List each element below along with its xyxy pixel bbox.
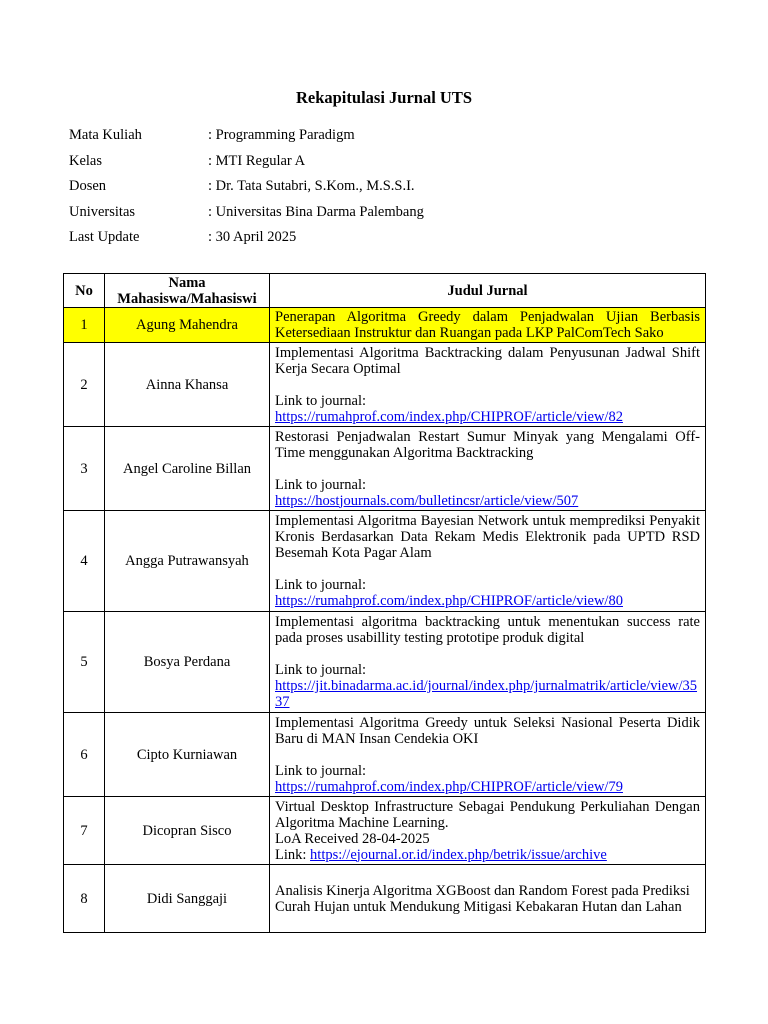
meta-row-course [69,125,424,151]
student-name: Angga Putrawansyah [105,511,270,612]
journal-table [63,273,706,933]
journal-link[interactable]: https://jit.binadarma.ac.id/journal/index.php/jurnalmatrik/article/view/3537 [275,678,698,710]
journal-cell [270,612,706,713]
table-row [64,511,706,612]
table-row [64,343,706,427]
table-row [64,427,706,511]
journal-title: Implementasi Algoritma Bayesian Network untuk memprediksi Penyakit Kronis Berdasarkan Data Rekam Medis Elektronik pada UPTD RSD Besemah Kota Pagar Alam [275,513,700,561]
header-name-line1: Nama [168,274,206,291]
link-line [275,847,700,863]
table-row [64,865,706,933]
journal-title: Implementasi Algoritma Greedy untuk Seleksi Nasional Peserta Didik Baru di MAN Insan Cendekia OKI [275,714,700,747]
journal-title: Restorasi Penjadwalan Restart Sumur Minyak yang Mengalami Off-Time menggunakan Algoritma Backtracking [275,428,700,461]
student-name: Dicopran Sisco [105,797,270,865]
row-number: 2 [64,343,105,427]
journal-cell [270,511,706,612]
meta-value: : MTI Regular A [208,152,306,169]
header-name [105,274,270,308]
header-name-line2: Mahasiswa/Mahasiswi [117,290,257,307]
meta-label: Universitas [69,203,136,220]
link-label: Link: [275,846,307,863]
student-name: Agung Mahendra [105,308,270,343]
journal-cell [270,797,706,865]
meta-label: Mata Kuliah [69,127,142,143]
student-name: Bosya Perdana [105,612,270,713]
journal-cell [270,343,706,427]
journal-cell [270,427,706,511]
link-prefix: Link to journal: [275,662,367,678]
student-name: Cipto Kurniawan [105,713,270,797]
journal-title: Analisis Kinerja Algoritma XGBoost dan Random Forest pada Prediksi Curah Hujan untuk Mendukung Mitigasi Kebakaran Hutan dan Lahan [270,865,706,933]
journal-link[interactable]: https://ejournal.or.id/index.php/betrik/issue/archive [310,846,607,863]
row-number: 3 [64,427,105,511]
row-number: 6 [64,713,105,797]
row-number: 1 [64,308,105,343]
table-header-row [64,274,706,308]
row-number: 4 [64,511,105,612]
meta-row-lecturer [69,176,424,202]
row-number: 5 [64,612,105,713]
student-name: Didi Sanggaji [105,865,270,933]
journal-title: Implementasi algoritma backtracking untuk menentukan success rate pada proses usabillity testing prototipe produk digital [275,614,700,646]
link-prefix: Link to journal: [275,392,367,409]
journal-cell [270,713,706,797]
table-row [64,612,706,713]
table-row [64,797,706,865]
table-row [64,713,706,797]
journal-link[interactable]: https://rumahprof.com/index.php/CHIPROF/article/view/80 [275,593,623,609]
header-no: No [64,274,105,308]
journal-title: Penerapan Algoritma Greedy dalam Penjadwalan Ujian Berbasis Ketersediaan Instruktur dan Ruangan pada LKP PalComTech Sako [270,308,706,343]
row-number: 8 [64,865,105,933]
student-name: Angel Caroline Billan [105,427,270,511]
meta-value: : 30 April 2025 [208,229,297,245]
journal-link[interactable]: https://hostjournals.com/bulletincsr/article/view/507 [275,492,579,509]
journal-link[interactable]: https://rumahprof.com/index.php/CHIPROF/article/view/82 [275,408,623,425]
header-title: Judul Jurnal [270,274,706,308]
meta-value: : Universitas Bina Darma Palembang [208,203,424,220]
link-prefix: Link to journal: [275,577,367,593]
loa-note: LoA Received 28-04-2025 [275,830,430,847]
link-prefix: Link to journal: [275,762,367,779]
table-row [64,308,706,343]
meta-label: Last Update [69,229,140,245]
meta-row-class [69,151,424,177]
document-title: Rekapitulasi Jurnal UTS [295,88,473,107]
meta-label: Dosen [69,178,107,194]
course-info [69,125,424,253]
journal-link[interactable]: https://rumahprof.com/index.php/CHIPROF/article/view/79 [275,778,623,795]
journal-title: Implementasi Algoritma Backtracking dalam Penyusunan Jadwal Shift Kerja Secara Optimal [275,344,700,377]
meta-row-last-update [69,227,424,253]
meta-value: : Programming Paradigm [208,127,355,143]
meta-row-university [69,202,424,228]
row-number: 7 [64,797,105,865]
journal-title: Virtual Desktop Infrastructure Sebagai Pendukung Perkuliahan Dengan Algoritma Machine Learning. [275,798,700,831]
meta-label: Kelas [69,152,103,169]
link-prefix: Link to journal: [275,476,367,493]
meta-value: : Dr. Tata Sutabri, S.Kom., M.S.S.I. [208,178,415,194]
student-name: Ainna Khansa [105,343,270,427]
